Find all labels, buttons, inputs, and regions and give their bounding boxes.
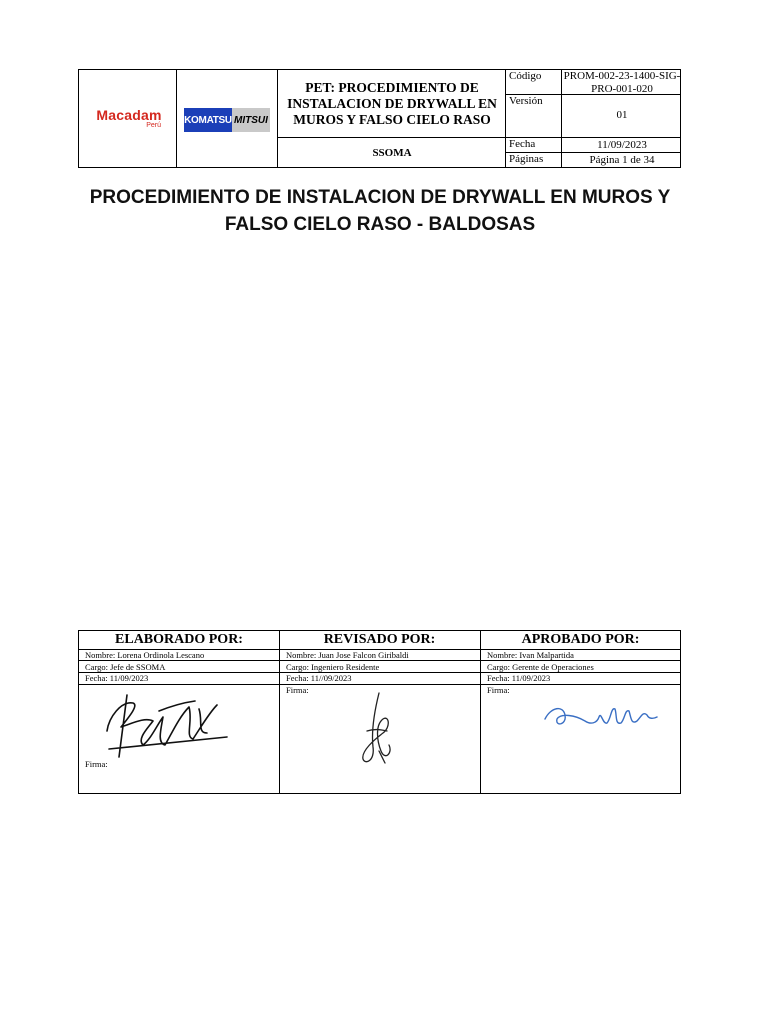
aprobado-nombre: Nombre: Ivan Malpartida: [487, 650, 574, 660]
aprobado-cargo: Cargo: Gerente de Operaciones: [487, 662, 594, 672]
version-label: Versión: [509, 95, 543, 107]
macadam-logo: [83, 108, 175, 129]
aprobado-heading: APROBADO POR:: [521, 632, 640, 647]
elaborado-heading: ELABORADO POR:: [115, 632, 243, 647]
signature-column-divider: [279, 631, 280, 793]
revisado-nombre: Nombre: Juan Jose Falcon Giribaldi: [286, 650, 409, 660]
signature-row-divider: [480, 684, 680, 685]
signature-row-divider: [79, 672, 680, 673]
pet-title: PET: PROCEDIMIENTO DE INSTALACION DE DRYWALL EN MUROS Y FALSO CIELO RASO: [287, 80, 497, 127]
revisado-firma-label: Firma:: [286, 685, 309, 695]
fecha-label: Fecha: [509, 138, 536, 150]
aprobado-fecha: Fecha: 11/09/2023: [487, 673, 551, 683]
aprobado-firma-label: Firma:: [487, 685, 510, 695]
version-value: 01: [616, 109, 628, 121]
revisado-signature-image: [349, 689, 409, 769]
document-header-table: [78, 69, 681, 168]
elaborado-nombre: Nombre: Lorena Ordinola Lescano: [85, 650, 205, 660]
aprobado-signature-image: [541, 697, 661, 737]
header-divider: [176, 70, 177, 167]
codigo-label: Código: [509, 70, 542, 82]
elaborado-signature-image: [99, 687, 234, 759]
macadam-logo-text: Macadam: [96, 107, 162, 123]
signature-table: [78, 630, 681, 794]
area-label: SSOMA: [372, 147, 412, 159]
revisado-cargo: Cargo: Ingeniero Residente: [286, 662, 380, 672]
komatsu-mitsui-logo: [184, 108, 270, 132]
mitsui-logo-text: MITSUI: [232, 108, 270, 132]
signature-row-divider: [279, 684, 480, 685]
elaborado-cargo: Cargo: Jefe de SSOMA: [85, 662, 166, 672]
paginas-label: Páginas: [509, 153, 544, 165]
document-title: PROCEDIMIENTO DE INSTALACION DE DRYWALL EN MUROS Y FALSO CIELO RASO - BALDOSAS: [89, 187, 671, 235]
fecha-value: 11/09/2023: [597, 139, 647, 151]
elaborado-firma-label: Firma:: [85, 759, 108, 769]
macadam-logo-subtext: Perú: [146, 122, 161, 129]
codigo-value: PROM-002-23-1400-SIG-PRO-001-020: [563, 70, 681, 95]
signature-column-divider: [480, 631, 481, 793]
signature-row-divider: [79, 684, 279, 685]
signature-row-divider: [79, 660, 680, 661]
revisado-heading: REVISADO POR:: [323, 632, 436, 647]
revisado-fecha: Fecha: 11//09/2023: [286, 673, 352, 683]
elaborado-fecha: Fecha: 11/09/2023: [85, 673, 149, 683]
komatsu-logo-text: KOMATSU: [184, 108, 232, 132]
paginas-value: Página 1 de 34: [589, 154, 655, 166]
